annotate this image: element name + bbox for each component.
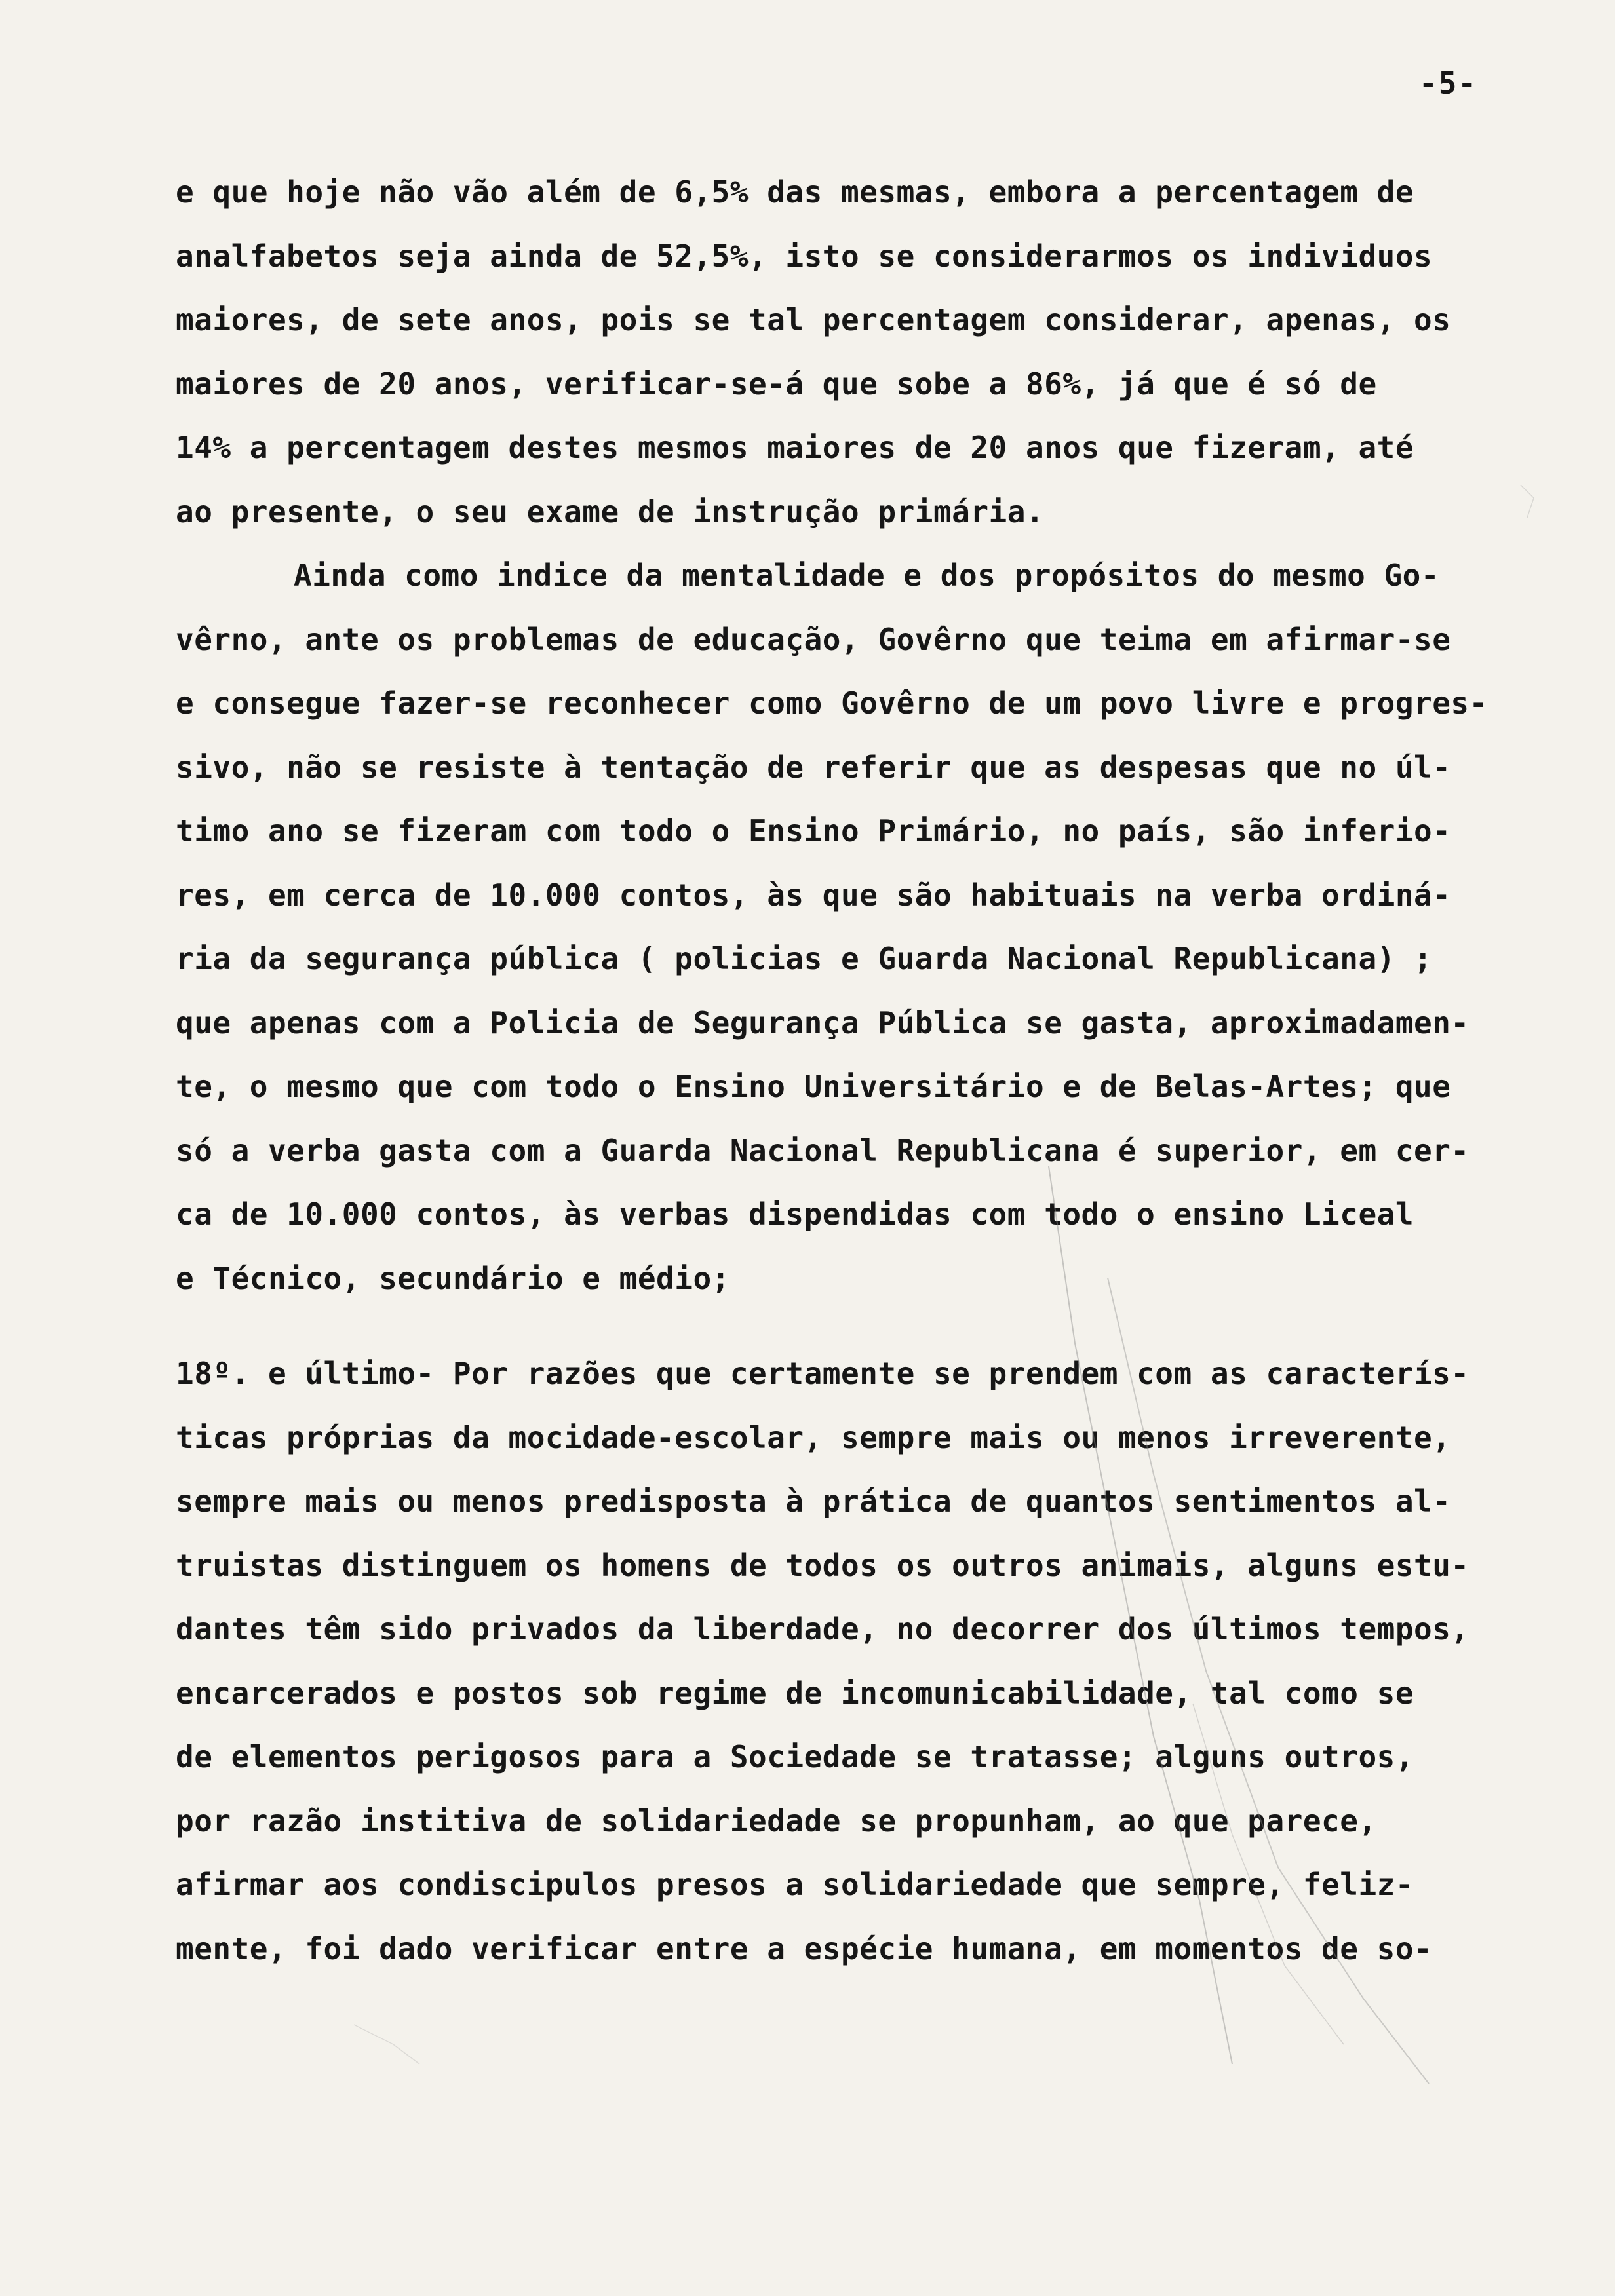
paragraph-1 [176, 161, 1572, 544]
text-line: Ainda como indice da mentalidade e dos propósitos do mesmo Go- [294, 558, 1440, 593]
text-line: que apenas com a Policia de Segurança Pública se gasta, aproximadamen- [176, 1004, 1469, 1041]
body-text [176, 161, 1572, 1981]
paragraph-spacer [176, 1311, 1572, 1342]
text-line: maiores, de sete anos, pois se tal percentagem considerar, apenas, os [176, 302, 1451, 337]
text-line: 18º. e último- Por razões que certamente se prendem com as caracterís- [176, 1356, 1469, 1391]
text-line: sivo, não se resiste à tentação de referir que as despesas que no úl- [176, 749, 1451, 785]
paragraph-2 [176, 544, 1572, 1311]
text-line: dantes têm sido privados da liberdade, no decorrer dos últimos tempos, [176, 1611, 1469, 1647]
text-line: de elementos perigosos para a Sociedade se tratasse; alguns outros, [176, 1739, 1414, 1774]
text-line: afirmar aos condiscipulos presos a solidariedade que sempre, feliz- [176, 1867, 1414, 1902]
text-line: ticas próprias da mocidade-escolar, sempre mais ou menos irreverente, [176, 1419, 1451, 1455]
text-line: só a verba gasta com a Guarda Nacional Republicana é superior, em cer- [176, 1132, 1469, 1168]
text-line: ao presente, o seu exame de instrução primária. [176, 493, 1045, 529]
text-line: te, o mesmo que com todo o Ensino Universitário e de Belas-Artes; que [176, 1069, 1451, 1104]
text-line: e consegue fazer-se reconhecer como Govêrno de um povo livre e progres- [176, 685, 1488, 721]
text-line: maiores de 20 anos, verificar-se-á que sobe a 86%, já que é só de [176, 366, 1377, 402]
text-line: e Técnico, secundário e médio; [176, 1260, 730, 1296]
text-line: sempre mais ou menos predisposta à prática de quantos sentimentos al- [176, 1483, 1451, 1519]
text-line: truistas distinguem os homens de todos os outros animais, alguns estu- [176, 1547, 1469, 1583]
text-line: mente, foi dado verificar entre a espécie humana, em momentos de so- [176, 1930, 1433, 1966]
text-line: ria da segurança pública ( policias e Guarda Nacional Republicana) ; [176, 941, 1433, 976]
text-line: encarcerados e postos sob regime de incomunicabilidade, tal como se [176, 1675, 1414, 1711]
paragraph-3 [176, 1342, 1572, 1981]
text-line: res, em cerca de 10.000 contos, às que são habituais na verba ordiná- [176, 877, 1451, 913]
text-line: vêrno, ante os problemas de educação, Govêrno que teima em afirmar-se [176, 621, 1451, 657]
text-line: e que hoje não vão além de 6,5% das mesmas, embora a percentagem de [176, 174, 1414, 210]
text-line: timo ano se fizeram com todo o Ensino Primário, no país, são inferio- [176, 813, 1451, 849]
page-number: -5- [1419, 66, 1478, 101]
text-line: por razão institiva de solidariedade se propunham, ao que parece, [176, 1803, 1377, 1839]
text-line: ca de 10.000 contos, às verbas dispendidas com todo o ensino Liceal [176, 1196, 1414, 1232]
text-line: analfabetos seja ainda de 52,5%, isto se considerarmos os individuos [176, 238, 1433, 274]
text-line: 14% a percentagem destes mesmos maiores de 20 anos que fizeram, até [176, 430, 1414, 465]
